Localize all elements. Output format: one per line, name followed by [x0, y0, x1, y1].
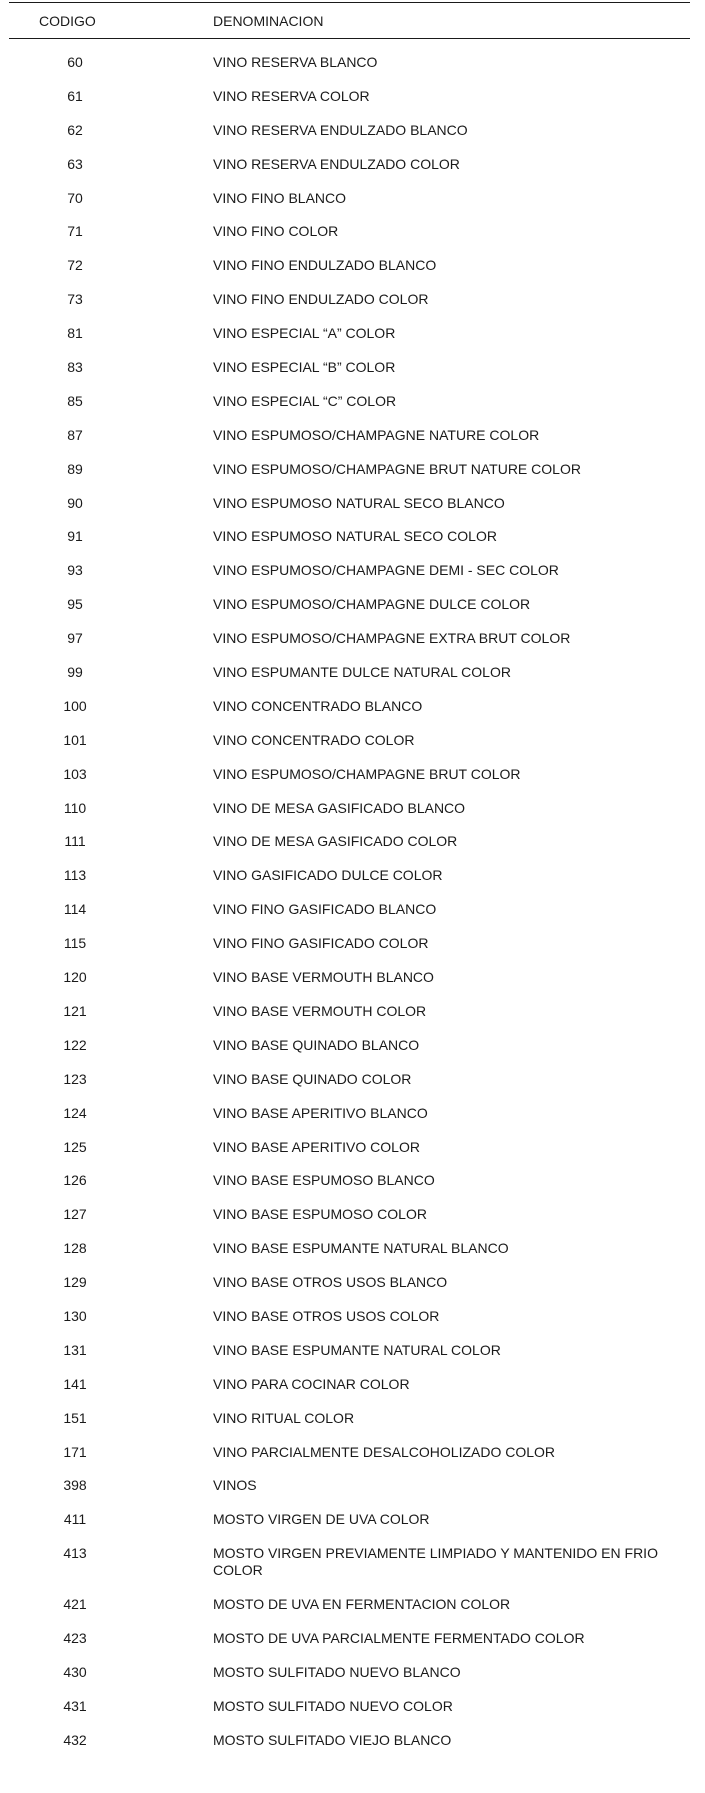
row-denominacion: VINO ESPUMOSO/CHAMPAGNE EXTRA BRUT COLOR: [213, 630, 571, 647]
row-denominacion: VINO BASE ESPUMANTE NATURAL BLANCO: [213, 1240, 509, 1257]
row-denominacion: VINO BASE ESPUMOSO COLOR: [213, 1206, 427, 1223]
row-denominacion: VINO BASE VERMOUTH COLOR: [213, 1002, 427, 1019]
table-row: [9, 653, 690, 687]
table-row: [9, 619, 690, 653]
row-code: 70: [67, 189, 83, 206]
table-row: [9, 721, 690, 755]
table-row: [9, 585, 690, 619]
row-code: 91: [67, 528, 83, 545]
row-denominacion: MOSTO SULFITADO NUEVO COLOR: [213, 1697, 453, 1714]
table-row: [9, 382, 690, 416]
table-row: [9, 1721, 690, 1755]
table-row: [9, 1195, 690, 1229]
row-code: 129: [63, 1274, 87, 1291]
row-denominacion: VINO BASE OTROS USOS COLOR: [213, 1307, 440, 1324]
row-code: 93: [67, 562, 83, 579]
row-code: 101: [63, 731, 87, 748]
row-denominacion: VINO RITUAL COLOR: [213, 1409, 355, 1426]
table-row: [9, 1585, 690, 1619]
table-row: [9, 992, 690, 1026]
row-denominacion: VINO BASE APERITIVO COLOR: [213, 1138, 420, 1155]
row-denominacion: VINO PARCIALMENTE DESALCOHOLIZADO COLOR: [213, 1443, 556, 1460]
table-row: [9, 179, 690, 213]
row-denominacion: VINO ESPUMOSO NATURAL SECO COLOR: [213, 528, 497, 545]
row-code: 423: [63, 1629, 87, 1646]
row-denominacion: VINO ESPUMOSO NATURAL SECO BLANCO: [213, 494, 505, 511]
table-row: [9, 450, 690, 484]
row-denominacion: VINO FINO ENDULZADO COLOR: [213, 291, 429, 308]
row-code: 131: [63, 1341, 87, 1358]
table-row: [9, 1026, 690, 1060]
row-denominacion: VINO BASE OTROS USOS BLANCO: [213, 1274, 448, 1291]
row-denominacion: VINO ESPUMOSO/CHAMPAGNE BRUT COLOR: [213, 765, 521, 782]
row-denominacion: VINO DE MESA GASIFICADO COLOR: [213, 833, 458, 850]
table-header: [9, 2, 690, 39]
row-code: 103: [63, 765, 87, 782]
header-codigo: CODIGO: [39, 13, 96, 29]
table-row: [9, 822, 690, 856]
table-row: [9, 1161, 690, 1195]
row-code: 128: [63, 1240, 87, 1257]
table-row: [9, 314, 690, 348]
row-code: 85: [67, 392, 83, 409]
row-denominacion: VINO ESPUMOSO/CHAMPAGNE DEMI - SEC COLOR: [213, 562, 559, 579]
row-denominacion: VINO RESERVA ENDULZADO BLANCO: [213, 121, 468, 138]
row-code: 123: [63, 1070, 87, 1087]
row-code: 61: [67, 87, 83, 104]
table-row: [9, 856, 690, 890]
row-code: 81: [67, 325, 83, 342]
row-code: 171: [63, 1443, 87, 1460]
table-row: [9, 924, 690, 958]
row-code: 398: [63, 1477, 87, 1494]
row-denominacion: VINO RESERVA ENDULZADO COLOR: [213, 155, 460, 172]
row-code: 411: [63, 1511, 87, 1528]
row-code: 99: [67, 664, 83, 681]
row-code: 110: [63, 799, 87, 816]
table-row: [9, 687, 690, 721]
row-denominacion: VINO FINO GASIFICADO BLANCO: [213, 901, 437, 918]
row-denominacion: VINO BASE QUINADO BLANCO: [213, 1036, 420, 1053]
table-row: [9, 789, 690, 823]
row-code: 141: [63, 1375, 87, 1392]
row-code: 432: [63, 1731, 87, 1748]
table-row: [9, 755, 690, 789]
table-row: [9, 517, 690, 551]
row-code: 73: [67, 291, 83, 308]
row-denominacion: VINO BASE ESPUMANTE NATURAL COLOR: [213, 1341, 501, 1358]
row-denominacion: VINO RESERVA COLOR: [213, 87, 370, 104]
row-code: 115: [63, 935, 87, 952]
table-row: [9, 145, 690, 179]
table-row: [9, 958, 690, 992]
table-row: [9, 1263, 690, 1297]
table-row: [9, 43, 690, 77]
table-row: [9, 1297, 690, 1331]
table-row: [9, 1128, 690, 1162]
row-code: 125: [63, 1138, 87, 1155]
row-denominacion: VINO BASE APERITIVO BLANCO: [213, 1104, 428, 1121]
row-code: 124: [63, 1104, 87, 1121]
table-row: [9, 1500, 690, 1534]
table-row: [9, 1365, 690, 1399]
table-row: [9, 111, 690, 145]
row-code: 71: [67, 223, 83, 240]
row-denominacion: VINO DE MESA GASIFICADO BLANCO: [213, 799, 466, 816]
row-denominacion: VINO BASE QUINADO COLOR: [213, 1070, 412, 1087]
row-code: 413: [63, 1545, 87, 1562]
row-denominacion: VINO FINO GASIFICADO COLOR: [213, 935, 429, 952]
table-row: [9, 1060, 690, 1094]
row-denominacion: VINO ESPUMOSO/CHAMPAGNE BRUT NATURE COLOR: [213, 460, 581, 477]
row-denominacion: MOSTO VIRGEN DE UVA COLOR: [213, 1511, 430, 1528]
row-denominacion: VINO CONCENTRADO BLANCO: [213, 697, 423, 714]
table-row: [9, 1687, 690, 1721]
row-code: 431: [63, 1697, 87, 1714]
table-row: [9, 77, 690, 111]
table-row: [9, 246, 690, 280]
row-code: 120: [63, 969, 87, 986]
row-code: 60: [67, 54, 83, 70]
row-denominacion: VINO ESPUMOSO/CHAMPAGNE NATURE COLOR: [213, 426, 540, 443]
row-denominacion: VINO CONCENTRADO COLOR: [213, 731, 415, 748]
row-code: 111: [64, 833, 86, 850]
table-row: [9, 1534, 690, 1585]
row-code: 421: [63, 1596, 87, 1613]
row-code: 127: [63, 1206, 87, 1223]
row-denominacion: MOSTO DE UVA PARCIALMENTE FERMENTADO COLOR: [213, 1629, 585, 1646]
row-denominacion: MOSTO DE UVA EN FERMENTACION COLOR: [213, 1596, 511, 1613]
row-code: 430: [63, 1663, 87, 1680]
table-row: [9, 890, 690, 924]
row-code: 113: [63, 867, 87, 884]
table-row: [9, 1619, 690, 1653]
row-code: 126: [63, 1172, 87, 1189]
row-code: 100: [63, 697, 87, 714]
table-row: [9, 212, 690, 246]
table-row: [9, 1229, 690, 1263]
table-row: [9, 280, 690, 314]
row-denominacion: VINO ESPECIAL “B” COLOR: [213, 359, 396, 376]
row-code: 89: [67, 460, 83, 477]
row-denominacion: VINO FINO COLOR: [213, 223, 339, 240]
row-denominacion: VINO RESERVA BLANCO: [213, 54, 378, 70]
table-row: [9, 484, 690, 518]
table-row: [9, 1399, 690, 1433]
row-denominacion: VINOS: [213, 1477, 257, 1494]
table-row: [9, 348, 690, 382]
row-denominacion: VINO ESPECIAL “C” COLOR: [213, 392, 397, 409]
row-denominacion: MOSTO VIRGEN PREVIAMENTE LIMPIADO Y MANTENIDO EN FRIO COLOR: [213, 1545, 658, 1579]
table-row: [9, 1331, 690, 1365]
row-code: 130: [63, 1307, 87, 1324]
row-code: 97: [67, 630, 83, 647]
row-code: 151: [63, 1409, 87, 1426]
row-denominacion: VINO BASE ESPUMOSO BLANCO: [213, 1172, 435, 1189]
table-row: [9, 1466, 690, 1500]
table-row: [9, 1433, 690, 1467]
row-denominacion: VINO FINO ENDULZADO BLANCO: [213, 257, 437, 274]
row-code: 122: [63, 1036, 87, 1053]
row-code: 63: [67, 155, 83, 172]
codes-table: [9, 2, 690, 1755]
table-row: [9, 551, 690, 585]
row-code: 121: [63, 1002, 87, 1019]
row-denominacion: VINO FINO BLANCO: [213, 189, 347, 206]
row-denominacion: VINO PARA COCINAR COLOR: [213, 1375, 410, 1392]
row-denominacion: VINO BASE VERMOUTH BLANCO: [213, 969, 434, 986]
row-code: 62: [67, 121, 83, 138]
row-code: 90: [67, 494, 83, 511]
row-denominacion: MOSTO SULFITADO NUEVO BLANCO: [213, 1663, 461, 1680]
table-row: [9, 1653, 690, 1687]
table-body: [9, 43, 690, 1755]
row-denominacion: VINO ESPUMANTE DULCE NATURAL COLOR: [213, 664, 511, 681]
row-code: 95: [67, 596, 83, 613]
row-denominacion: VINO ESPUMOSO/CHAMPAGNE DULCE COLOR: [213, 596, 531, 613]
row-denominacion: VINO GASIFICADO DULCE COLOR: [213, 867, 443, 884]
table-row: [9, 416, 690, 450]
row-code: 83: [67, 359, 83, 376]
row-denominacion: VINO ESPECIAL “A” COLOR: [213, 325, 396, 342]
row-code: 114: [63, 901, 87, 918]
header-denominacion: DENOMINACION: [213, 13, 324, 29]
row-code: 87: [67, 426, 83, 443]
table-row: [9, 1094, 690, 1128]
row-denominacion: MOSTO SULFITADO VIEJO BLANCO: [213, 1731, 452, 1748]
row-code: 72: [67, 257, 83, 274]
